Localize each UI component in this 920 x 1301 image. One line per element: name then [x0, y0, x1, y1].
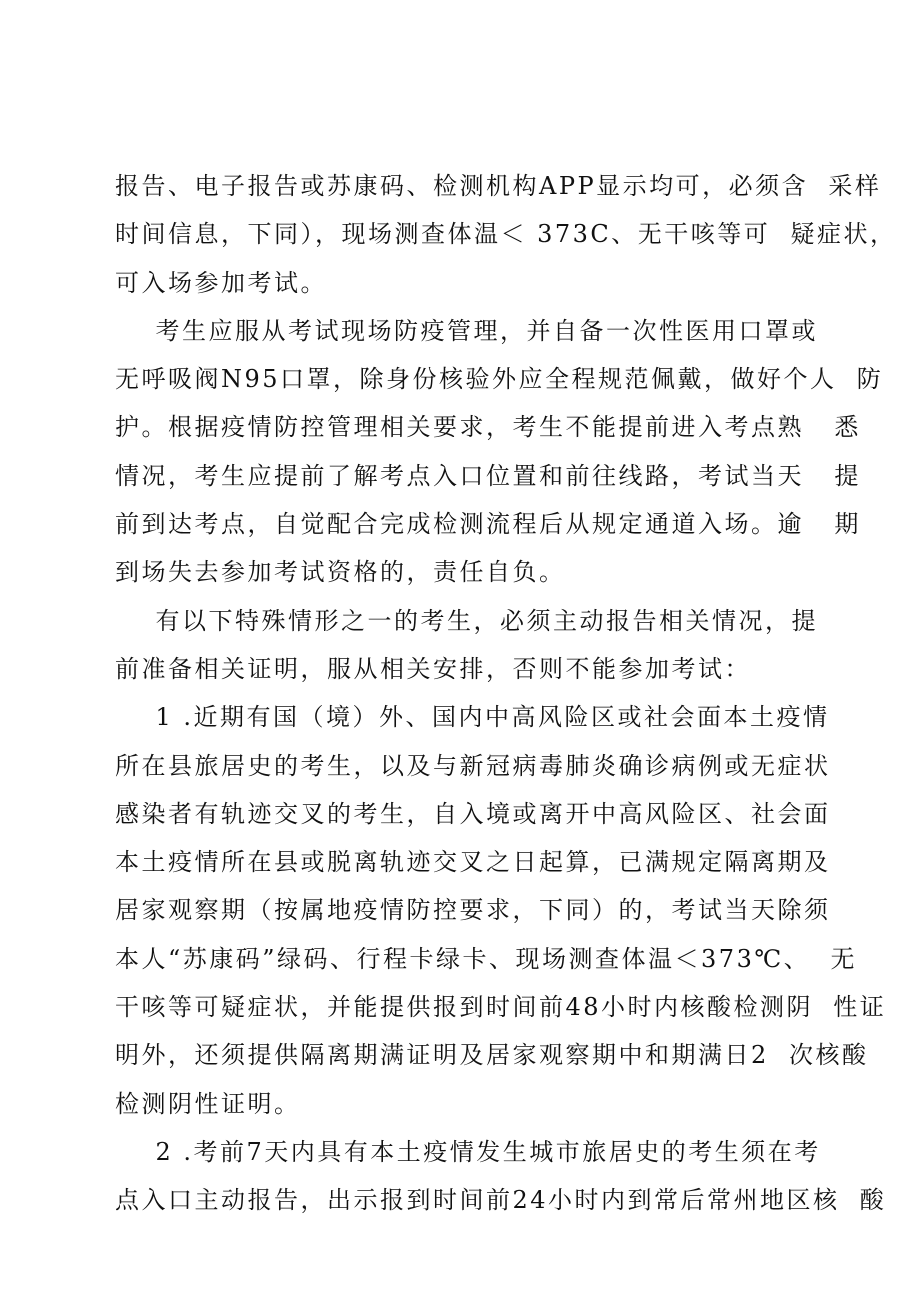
text-line: 居家观察期（按属地疫情防控要求，下同）的，考试当天除须	[115, 896, 831, 925]
text-line: 情况，考生应提前了解考点入口位置和前往线路，考试当天 提	[115, 461, 861, 490]
text-line: 护。根据疫情防控管理相关要求，考生不能提前进入考点熟 悉	[115, 413, 861, 442]
text-line: 2 .考前7天内具有本土疫情发生城市旅居史的考生须在考	[115, 1137, 821, 1166]
text-line: 明外，还须提供隔离期满证明及居家观察期中和期满日2 次核酸	[115, 1041, 869, 1070]
text-line: 检测阴性证明。	[115, 1089, 301, 1118]
text-line: 本土疫情所在县或脱离轨迹交叉之日起算，已满规定隔离期及	[115, 848, 831, 877]
text-line: 到场失去参加考试资格的，责任自负。	[115, 558, 566, 587]
text-line: 可入场参加考试。	[115, 268, 327, 297]
body-text	[115, 162, 897, 1225]
text-line: 报告、电子报告或苏康码、检测机构APP显示均可，必须含 采样	[115, 172, 882, 200]
text-line: 有以下特殊情形之一的考生，必须主动报告相关情况，提	[115, 606, 819, 635]
text-line: 无呼吸阀N95口罩，除身份核验外应全程规范佩戴，做好个人 防	[115, 365, 884, 394]
text-line: 本人“苏康码”绿码、行程卡绿卡、现场测查体温＜373℃、 无	[115, 944, 857, 973]
text-line: 前到达考点，自觉配合完成检测流程后从规定通道入场。逾 期	[115, 510, 861, 539]
text-line: 感染者有轨迹交叉的考生，自入境或离开中高风险区、社会面	[115, 799, 831, 828]
text-line: 考生应服从考试现场防疫管理，并自备一次性医用口罩或	[115, 316, 819, 345]
text-line: 1 .近期有国（境）外、国内中高风险区或社会面本土疫情	[115, 703, 830, 732]
text-line: 所在县旅居史的考生，以及与新冠病毒肺炎确诊病例或无症状	[115, 751, 831, 780]
text-line: 点入口主动报告，出示报到时间前24小时内到常后常州地区核 酸	[115, 1186, 887, 1215]
text-line: 时间信息，下同），现场测查体温＜ 373C、无干咳等可 疑症状，	[115, 220, 897, 249]
text-line: 干咳等可疑症状，并能提供报到时间前48小时内核酸检测阴 性证	[115, 993, 887, 1022]
text-line: 前准备相关证明，服从相关安排，否则不能参加考试：	[115, 654, 751, 683]
